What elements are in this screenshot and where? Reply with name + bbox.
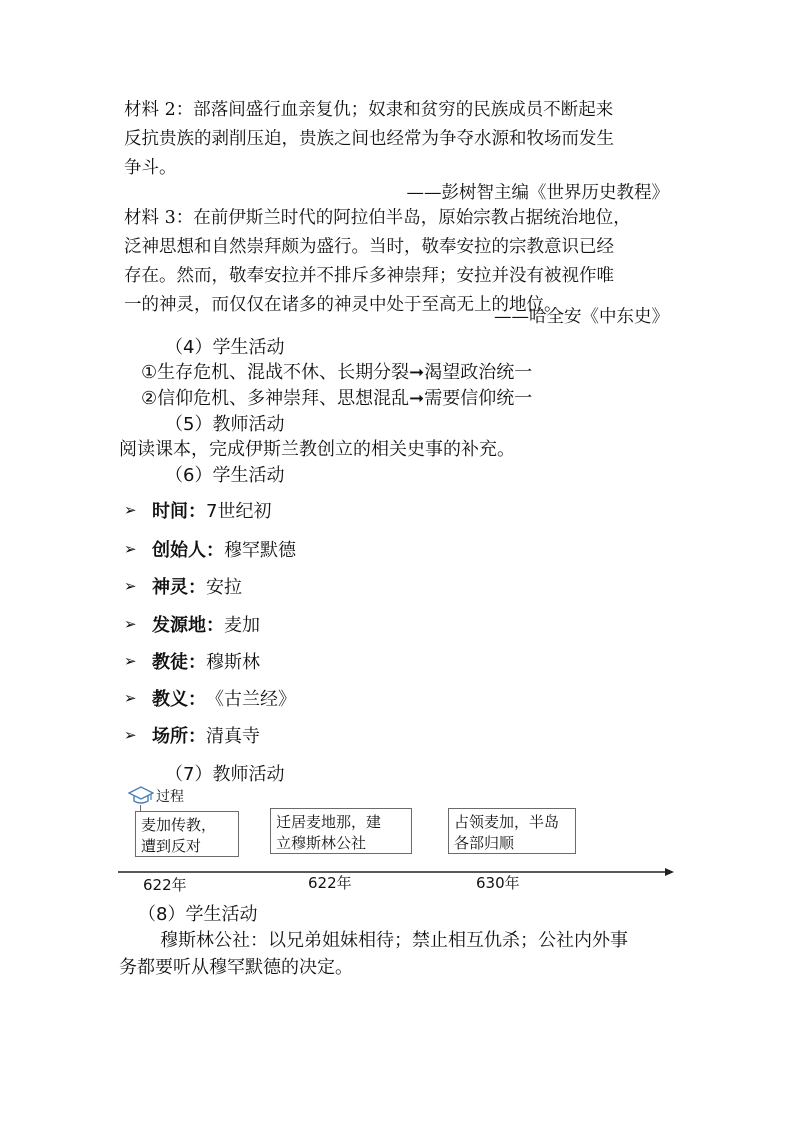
arrow-bullet-icon: ➢ [124,689,137,707]
section5-text: 阅读课本，完成伊斯兰教创立的相关史事的补充。 [119,439,515,460]
section5-title: （5）教师活动 [165,414,285,435]
timeline-event-3 [448,808,576,854]
section8-line2: 务都要听从穆罕默德的决定。 [119,957,353,978]
list-item-founder [124,536,296,562]
material2-line2: 反抗贵族的剥削压迫，贵族之间也经常为争夺水源和牧场而发生 [124,129,614,149]
list-item-deity [124,573,242,599]
list-item-time [124,497,271,523]
section4-title: （4）学生活动 [165,337,285,358]
material3-line3: 存在。然而，敬奉安拉并不排斥多神崇拜；安拉并没有被视作唯 [124,266,614,286]
section4-item1: ①生存危机、混战不休、长期分裂➞渴望政治统一 [141,362,533,383]
item-key: 时间： [152,501,206,522]
item-key: 神灵： [152,577,206,598]
item-key: 教徒： [152,652,206,673]
event-text-line2: 各部归顺 [454,834,515,852]
timeline-label: 过程 [156,789,184,805]
section8-title: （8）学生活动 [138,904,258,925]
material3-line4: 一的神灵，而仅仅在诸多的神灵中处于至高无上的地位。 [124,295,562,315]
arrow-bullet-icon: ➢ [124,577,137,595]
graduation-cap-icon [128,786,154,808]
item-key: 发源地： [152,615,224,636]
event-text-line1: 麦加传教， [141,816,217,834]
item-key: 教义： [152,689,206,710]
event-text-line1: 占领麦加，半岛 [454,813,560,831]
timeline-event-1 [135,811,239,857]
material2-source: ——彭树智主编《世界历史教程》 [406,183,669,203]
timeline-year-2: 622年 [308,874,352,892]
list-item-venue [124,722,260,748]
arrow-bullet-icon: ➢ [124,652,137,670]
section4-item2: ②信仰危机、多神崇拜、思想混乱➞需要信仰统一 [141,388,533,409]
section7-title: （7）教师活动 [165,764,285,785]
timeline-axis [118,865,678,879]
arrow-bullet-icon: ➢ [124,540,137,558]
timeline-event-2 [270,808,412,854]
list-item-followers [124,648,260,674]
material3-line1: 材料 3：在前伊斯兰时代的阿拉伯半岛，原始宗教占据统治地位， [124,208,631,228]
item-value: 穆罕默德 [224,540,296,561]
item-key: 创始人： [152,540,224,561]
item-value: 《古兰经》 [206,689,296,710]
item-value: 安拉 [206,577,242,598]
material3-line2: 泛神思想和自然崇拜颇为盛行。当时，敬奉安拉的宗教意识已经 [124,237,614,257]
arrow-bullet-icon: ➢ [124,726,137,744]
section6-title: （6）学生活动 [165,465,285,486]
timeline-year-1: 622年 [143,876,187,894]
arrow-bullet-icon: ➢ [124,501,137,519]
material3-source: ——哈全安《中东史》 [494,307,669,327]
timeline-year-3: 630年 [476,874,520,892]
arrow-bullet-icon: ➢ [124,615,137,633]
material2-line1: 材料 2：部落间盛行血亲复仇；奴隶和贫穷的民族成员不断起来 [124,100,614,120]
item-value: 7世纪初 [206,501,272,522]
section8-line1: 穆斯林公社：以兄弟姐妹相待；禁止相互仇杀；公社内外事 [160,930,628,951]
event-text-line2: 遭到反对 [141,837,202,855]
material2-line3: 争斗。 [124,158,177,178]
event-text-line2: 立穆斯林公社 [276,834,367,852]
item-value: 穆斯林 [206,652,260,673]
list-item-doctrine [124,685,296,711]
item-value: 清真寺 [206,726,260,747]
event-text-line1: 迁居麦地那，建 [276,813,382,831]
list-item-origin [124,611,260,637]
item-value: 麦加 [224,615,260,636]
item-key: 场所： [152,726,206,747]
